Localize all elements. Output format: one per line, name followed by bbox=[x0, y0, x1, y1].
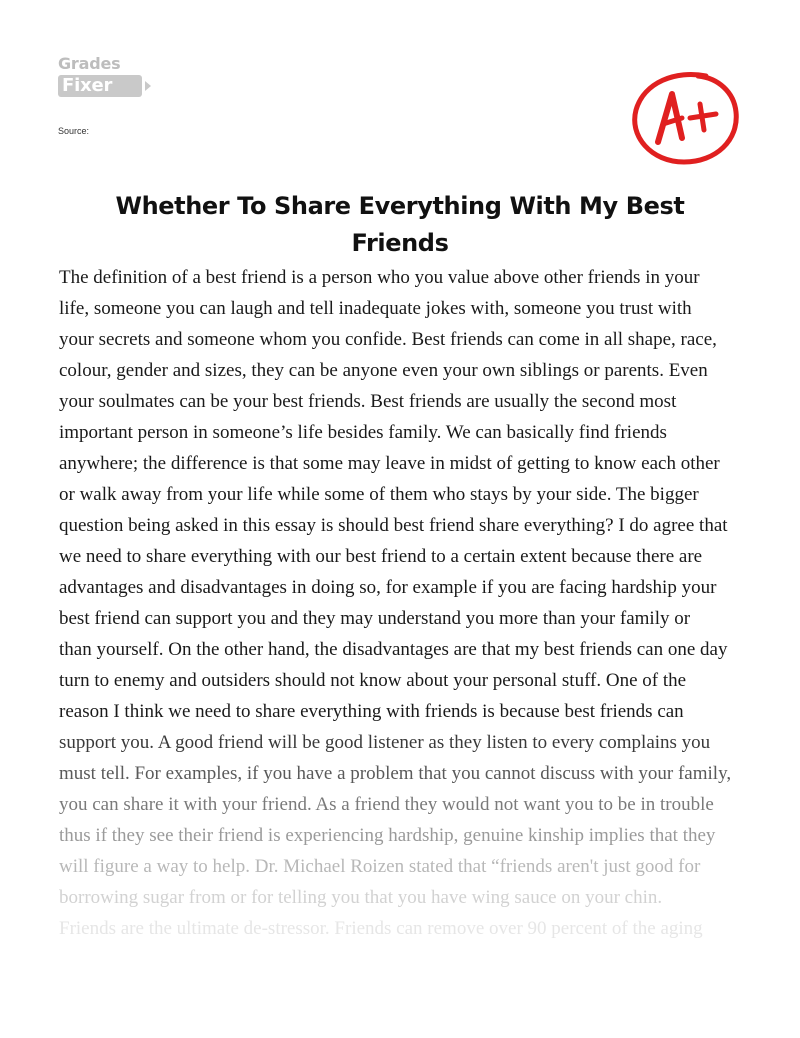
gradesfixer-logo[interactable] bbox=[58, 55, 158, 103]
essay-title bbox=[60, 188, 740, 262]
essay-line: life, someone you can laugh and tell inadequate jokes with, someone you trust with bbox=[59, 298, 692, 319]
essay-line: The definition of a best friend is a person who you value above other friends in your bbox=[59, 267, 700, 288]
essay-line: anywhere; the difference is that some may leave in midst of getting to know each other bbox=[59, 453, 720, 474]
a-plus-grade-icon bbox=[626, 68, 744, 168]
essay-title-line-1: Whether To Share Everything With My Best bbox=[115, 192, 685, 220]
essay-line: your soulmates can be your best friends. Best friends are usually the second most bbox=[59, 391, 677, 412]
essay-line: we need to share everything with our best friend to a certain extent because there are bbox=[59, 546, 703, 567]
logo-arrow-icon bbox=[145, 81, 151, 91]
source-label: Source: bbox=[58, 126, 90, 136]
logo-word-fixer: Fixer bbox=[62, 75, 113, 96]
essay-line: question being asked in this essay is should best friend share everything? I do agree that bbox=[59, 515, 728, 536]
essay-line: colour, gender and sizes, they can be anyone even your own siblings or parents. Even bbox=[59, 360, 708, 381]
essay-line: thus if they see their friend is experiencing hardship, genuine kinship implies that they bbox=[59, 825, 716, 846]
essay-line: turn to enemy and outsiders should not know about your personal stuff. One of the bbox=[59, 670, 687, 691]
logo-word-grades: Grades bbox=[58, 54, 121, 73]
essay-line: best friend can support you and they may understand you more than your family or bbox=[59, 608, 691, 629]
essay-title-line-2: Friends bbox=[351, 229, 449, 257]
essay-line: your secrets and someone whom you confide. Best friends can come in all shape, race, bbox=[59, 329, 717, 350]
essay-line: support you. A good friend will be good listener as they listen to every complains you bbox=[59, 732, 711, 753]
essay-body bbox=[59, 262, 749, 944]
essay-line: borrowing sugar from or for telling you that you have wing sauce on your chin. bbox=[59, 887, 663, 908]
essay-line: than yourself. On the other hand, the disadvantages are that my best friends can one day bbox=[59, 639, 728, 660]
essay-line: important person in someone’s life besides family. We can basically find friends bbox=[59, 422, 667, 443]
essay-line: will figure a way to help. Dr. Michael Roizen stated that “friends aren't just good for bbox=[59, 856, 701, 877]
essay-line: reason I think we need to share everything with friends is because best friends can bbox=[59, 701, 684, 722]
essay-line: or walk away from your life while some of them who stays by your side. The bigger bbox=[59, 484, 699, 505]
essay-line: advantages and disadvantages in doing so, for example if you are facing hardship your bbox=[59, 577, 717, 598]
essay-line: you can share it with your friend. As a friend they would not want you to be in trouble bbox=[59, 794, 714, 815]
essay-line: Friends are the ultimate de-stressor. Friends can remove over 90 percent of the aging bbox=[59, 918, 703, 939]
essay-line: must tell. For examples, if you have a problem that you cannot discuss with your family, bbox=[59, 763, 732, 784]
